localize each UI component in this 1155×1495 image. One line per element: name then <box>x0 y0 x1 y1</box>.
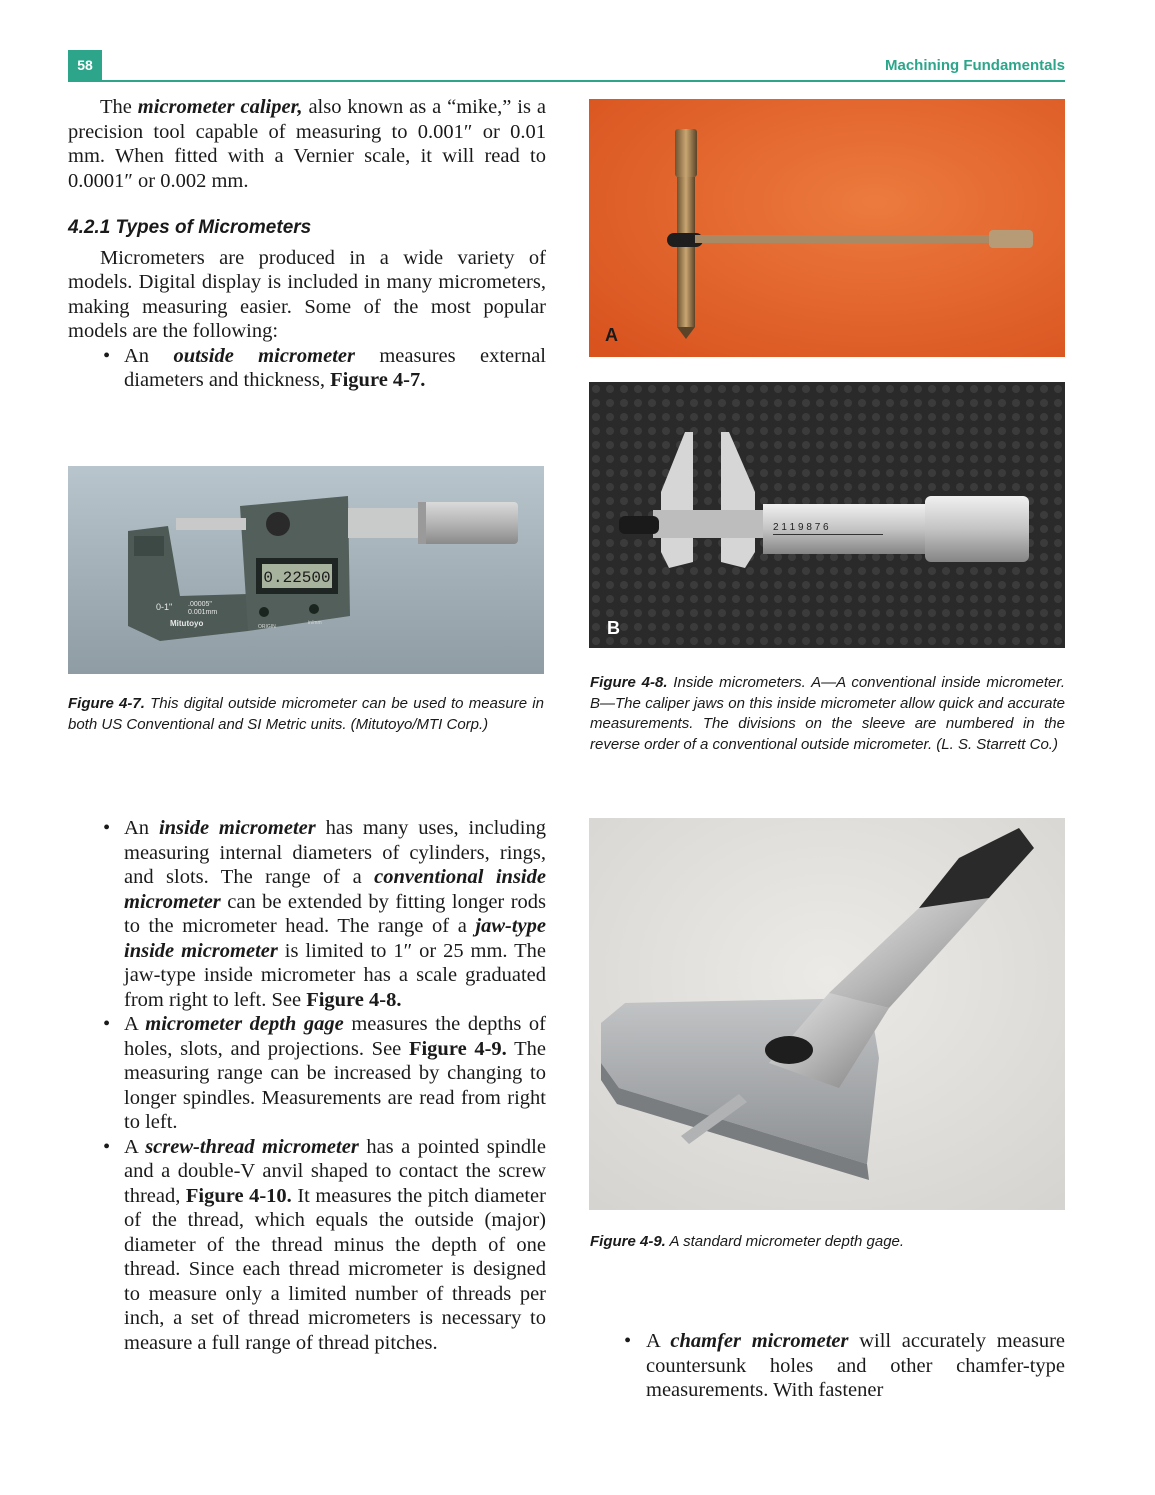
figure-4-9-caption: Figure 4-9. A standard micrometer depth gage. <box>590 1233 905 1250</box>
bullet-screw-thread: • A screw-thread micrometer has a pointed spindle and a double-V anvil shaped to contact the screw thread, Figure 4-10. It measures the pitch diameter of the thread, which equals the outside (major) diameter of the thread minus the depth of one thread. Since each thread micrometer is designed to measure only a limited number of threads per inch, a set of thread micrometers is necessary to measure a full range of thread pitches. <box>68 1135 546 1356</box>
bullet-inside-micrometer: • An inside micrometer has many uses, including measuring internal diameters of cylinders, rings, and slots. The range of a conventional inside micrometer can be extended by fitting longer rods to the micrometer head. The range of a jaw-type inside micrometer is limited to 1″ or 25 mm. The jaw-type inside micrometer has a scale graduated from right to left. See Figure 4-8. <box>68 816 546 1012</box>
figure-4-8-label: Figure 4-8. <box>590 674 668 691</box>
figure-4-7-label: Figure 4-7. <box>68 695 145 712</box>
frame-range: 0-1" <box>156 602 173 612</box>
bullet-depth-gage: • A micrometer depth gage measures the depths of holes, slots, and projections. See Figure 4-9. The measuring range can be increased by changing to longer spindles. Measurements are read from right to left. <box>68 1012 546 1135</box>
running-head: Machining Fundamentals <box>884 57 1065 74</box>
bullet-chamfer-micrometer: • A chamfer micrometer will accurately measure countersunk holes and other chamfer-type measurements. With fastener <box>622 1329 1065 1403</box>
figure-4-7-image <box>68 466 544 674</box>
page-number: 58 <box>68 50 102 80</box>
figure-4-9-image <box>589 818 1065 1210</box>
origin-button-label: ORIGIN <box>258 624 276 630</box>
section-heading: 4.2.1 Types of Micrometers <box>68 217 312 238</box>
bullet-list-top <box>68 344 546 393</box>
left-column-top <box>68 95 546 393</box>
panel-a-label: A <box>605 325 618 345</box>
intro-paragraph: The micrometer caliper, also known as a “mike,” is a precision tool capable of measuring to 0.001″ or 0.01 mm. When fitted with a Vernier scale, it will read to 0.0001″ or 0.002 mm. <box>68 96 546 192</box>
right-column-bottom <box>622 1329 1065 1403</box>
frame-resolution-mm: 0.001mm <box>188 609 218 616</box>
sleeve-scale-digits: 2 1 1 9 8 7 6 <box>773 522 829 533</box>
left-column-bottom <box>68 816 546 1355</box>
frame-brand: Mitutoyo <box>170 619 204 628</box>
figure-4-8a-image <box>589 99 1065 357</box>
figure-4-7-caption: Figure 4-7. This digital outside micrometer can be used to measure in both US Conventional and SI Metric units. (Mitutoyo/MTI Corp.) <box>68 695 544 733</box>
in-mm-button-label: in/mm <box>308 620 322 626</box>
figure-4-8-caption: Figure 4-8. Inside micrometers. A—A conventional inside micrometer. B—The caliper jaws on this inside micrometer allow quick and accurate measurements. The divisions on the sleeve are numbered in the reverse order of a conventional outside micrometer. (L. S. Starrett Co.) <box>590 674 1065 753</box>
figure-4-9-label: Figure 4-9. <box>590 1233 666 1250</box>
display-reading: 0.22500 <box>263 569 331 587</box>
section-paragraph: Micrometers are produced in a wide variety of models. Digital display is included in many micrometers, making measuring easier. Some of the most popular models are the following: <box>68 246 546 342</box>
header-rule <box>68 80 1065 82</box>
panel-b-label: B <box>607 618 620 638</box>
bullet-list-bottom <box>68 816 546 1355</box>
figure-4-8b-image <box>589 382 1065 648</box>
term-micrometer-caliper: micrometer caliper, <box>137 96 303 118</box>
bullet-outside-micrometer: • An outside micrometer measures external diameters and thickness, Figure 4-7. <box>68 344 546 393</box>
frame-resolution-in: .00005" <box>188 601 212 608</box>
bullet-list-right <box>622 1329 1065 1403</box>
